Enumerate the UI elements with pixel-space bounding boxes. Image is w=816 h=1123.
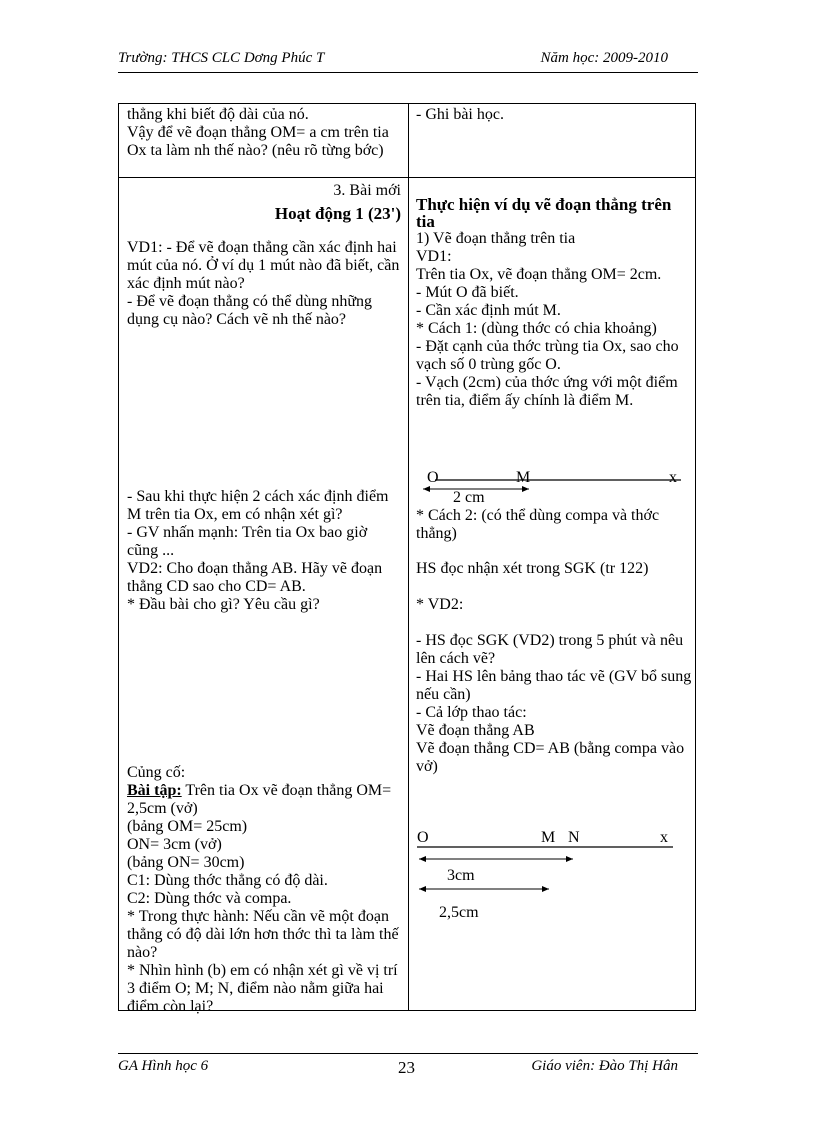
exercise-item: (bảng ON= 30cm) <box>127 854 245 871</box>
fig2-point-n: N <box>568 829 580 846</box>
row2-left-block-a <box>127 239 401 329</box>
student-step: * VD2: <box>416 596 464 613</box>
fig2-length-on: 3cm <box>447 867 475 884</box>
section-title: 3. Bài mới <box>333 182 401 199</box>
student-step: - Đặt cạnh của thớc trùng tia Ox, sao cho vạch số 0 trùng gốc O. <box>416 338 679 373</box>
row-divider <box>119 177 695 178</box>
school-year: Năm học: 2009-2010 <box>540 50 668 66</box>
row2-right-block-e <box>416 632 692 776</box>
exercise-item: (bảng OM= 25cm) <box>127 818 248 835</box>
fig2-point-x: x <box>660 829 668 846</box>
page-footer <box>118 1058 678 1080</box>
row2-right-block-c <box>416 560 692 578</box>
row2-left-block-c <box>127 764 401 1016</box>
exercise-item: C2: Dùng thớc và compa. <box>127 890 292 907</box>
student-step: HS đọc nhận xét trong SGK (tr 122) <box>416 560 649 577</box>
row2-right-block-b <box>416 507 692 543</box>
activity-title: Hoạt động 1 (23') <box>274 204 401 223</box>
teacher-name: Giáo viên: Đào Thị Hân <box>531 1058 678 1074</box>
header-rule <box>118 72 698 73</box>
student-step: - Cần xác định mút M. <box>416 302 561 319</box>
student-step: - Vạch (2cm) của thớc ứng với một điểm trên tia, điểm ấy chính là điểm M. <box>416 374 678 409</box>
exercise-label: Bài tập: <box>127 782 182 799</box>
row2-left-block-b <box>127 488 401 614</box>
exercise-item: ON= 3cm (vở) <box>127 836 222 853</box>
student-step: 1) Vẽ đoạn thẳng trên tia <box>416 230 576 247</box>
student-step: - Hai HS lên bảng thao tác vẽ (GV bổ sung nếu cần) <box>416 668 692 703</box>
exercise-item: * Trong thực hành: Nếu cần vẽ một đoạn thẳng có độ dài lớn hơn thớc thì ta làm thế nào? <box>127 908 399 961</box>
student-step: Vẽ đoạn thẳng AB <box>416 722 535 739</box>
row2-right-block-a <box>416 196 692 410</box>
right-title: Thực hiện ví dụ vẽ đoạn thẳng trên tia <box>416 195 672 231</box>
exercise-item: * Nhìn hình (b) em có nhận xét gì về vị trí 3 điểm O; M; N, điểm nào nằm giữa hai điểm còn lại? <box>127 962 398 1015</box>
teacher-question: VD1: - Để vẽ đoạn thẳng cần xác định hai mút của nó. Ở ví dụ 1 mút nào đã biết, cần xác định mút nào? <box>127 239 400 292</box>
student-step: * Cách 2: (có thể dùng compa và thớc thẳng) <box>416 507 660 542</box>
student-step: - HS đọc SGK (VD2) trong 5 phút và nêu lên cách vẽ? <box>416 632 684 667</box>
fig2-length-om: 2,5cm <box>439 904 479 921</box>
column-divider <box>408 104 409 1010</box>
exercise-item: C1: Dùng thớc thẳng có độ dài. <box>127 872 328 889</box>
row1-right-line: - Ghi bài học. <box>416 106 504 123</box>
row2-left-head <box>127 182 401 223</box>
school-name: Trường: THCS CLC Dơng Phúc T <box>118 50 325 66</box>
teacher-question: - Sau khi thực hiện 2 cách xác định điểm M trên tia Ox, em có nhận xét gì? <box>127 488 389 523</box>
student-step: - Mút O đã biết. <box>416 284 519 301</box>
row1-left-cell <box>127 106 401 160</box>
exercise-line <box>127 782 401 818</box>
fig1-point-o: O <box>427 469 439 486</box>
student-step: Vẽ đoạn thẳng CD= AB (bằng compa vào vở) <box>416 740 685 775</box>
fig1-point-m: M <box>516 469 531 486</box>
student-step: * Cách 1: (dùng thớc có chia khoảng) <box>416 320 657 337</box>
footer-rule <box>118 1053 698 1054</box>
subject-label: GA Hình học 6 <box>118 1058 209 1074</box>
student-step: Trên tia Ox, vẽ đoạn thẳng OM= 2cm. <box>416 266 662 283</box>
row1-right-cell <box>416 106 692 124</box>
row1-left-line: Vậy để vẽ đoạn thẳng OM= a cm trên tia Ox ta làm nh thế nào? (nêu rõ từng bớc) <box>127 124 389 159</box>
lesson-table <box>118 103 696 1015</box>
consolidate-label: Củng cố: <box>127 764 186 781</box>
figure-segment-om <box>419 466 689 506</box>
teacher-question: * Đầu bài cho gì? Yêu cầu gì? <box>127 596 320 613</box>
fig2-point-m: M <box>541 829 556 846</box>
figure-segments-om-on <box>415 827 695 927</box>
page-number: 23 <box>398 1058 415 1077</box>
row1-left-line: thẳng khi biết độ dài của nó. <box>127 106 309 123</box>
teacher-question: VD2: Cho đoạn thẳng AB. Hãy vẽ đoạn thẳng CD sao cho CD= AB. <box>127 560 383 595</box>
exercise-text: Trên tia Ox vẽ đoạn thẳng OM= 2,5cm (vở) <box>127 782 392 817</box>
fig1-length: 2 cm <box>453 489 485 506</box>
fig1-point-x: x <box>669 469 677 486</box>
teacher-question: - Để vẽ đoạn thẳng có thể dùng những dụng cụ nào? Cách vẽ nh thế nào? <box>127 293 373 328</box>
student-step: VD1: <box>416 248 452 265</box>
fig2-point-o: O <box>417 829 429 846</box>
teacher-question: - GV nhấn mạnh: Trên tia Ox bao giờ cũng ... <box>127 524 368 559</box>
student-step: - Cả lớp thao tác: <box>416 704 527 721</box>
row2-right-block-d <box>416 596 692 614</box>
page-header <box>118 50 668 72</box>
